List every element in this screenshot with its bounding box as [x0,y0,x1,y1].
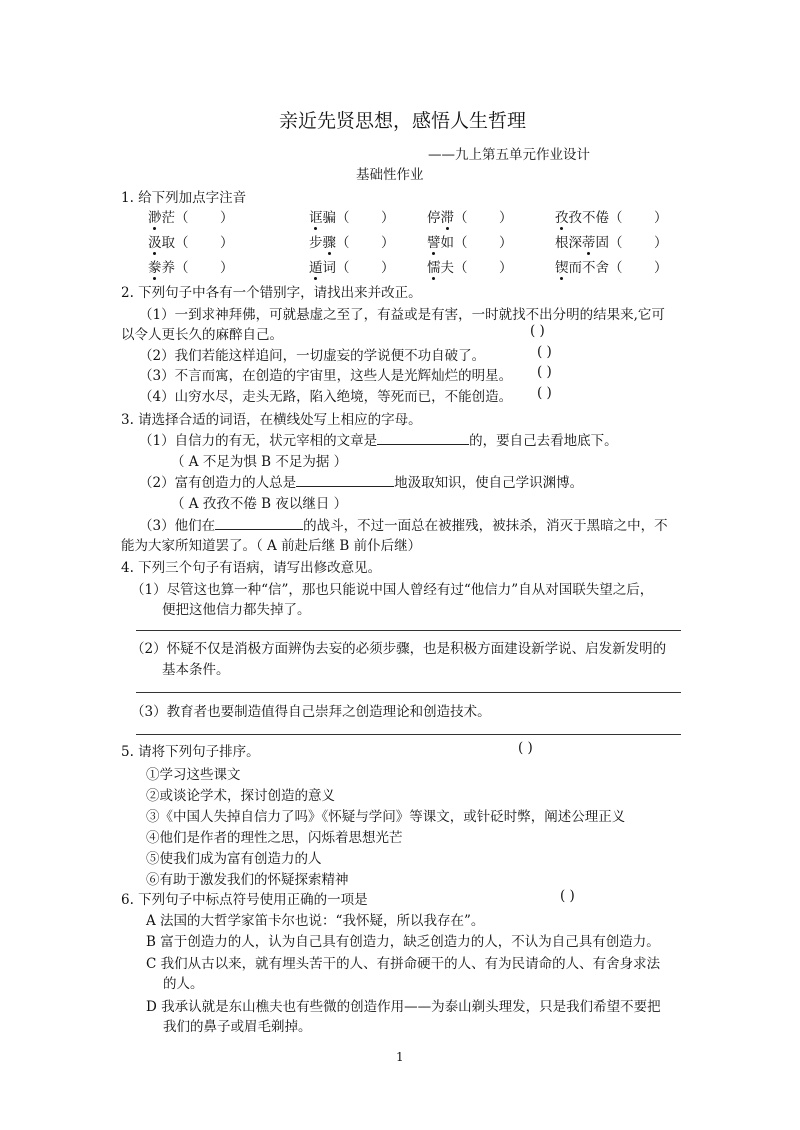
sentence-item: ⑤使我们成为富有创造力的人 [146,851,322,867]
page-number: 1 [396,1050,404,1064]
answer-line [136,630,681,631]
question-4-sentence-2: （2）怀疑不仅是消极方面辨伪去妄的必须步骤，也是积极方面建设新学说、启发新发明的 [131,641,667,657]
answer-parentheses: ( ) [537,385,552,401]
pinyin-item: 根深蒂固（ ） [555,235,668,251]
option-d-cont: 我们的鼻子或眉毛剃掉。 [163,1019,312,1035]
question-6-stem: 6. 下列句子中标点符号使用正确的一项是 [121,892,368,908]
pinyin-item: 遁词（ ） [309,260,395,276]
question-4-sentence-3: （3）教育者也要制造值得自己崇拜之创造理论和创造技术。 [131,704,491,720]
question-3-sentence-1: （1）自信力的有无，状元宰相的文章是 的，要自己去看地底下。 [139,429,618,449]
document-title: 亲近先贤思想，感悟人生哲理 [279,110,527,132]
question-5-stem: 5. 请将下列句子排序。 [121,744,260,760]
question-3-sentence-3: （3）他们在 的战斗，不过一面总在被摧残，被抹杀，消灭于黑暗之中，不 [139,514,668,534]
question-3-sentence-2: （2）富有创造力的人总是 地汲取知识，使自己学识渊博。 [139,471,583,491]
question-2-sentence-2: （2）我们若能这样追问，一切虚妄的学说便不功自破了。 [139,348,486,364]
question-2-sentence-1: （1）一到求神拜佛，可就悬虚之至了，有益或是有害，一时就找不出分明的结果来,它可 [139,307,665,323]
pinyin-item: 汲取（ ） [148,235,234,251]
sentence-item: ①学习这些课文 [146,767,241,783]
option-b: B 富于创造力的人，认为自己具有创造力，缺乏创造力的人，不认为自己具有创造力。 [146,934,660,950]
question-4-sentence-1-cont: 便把这他信力都失掉了。 [162,602,311,618]
fill-blank [296,472,394,487]
answer-parentheses: ( ) [537,344,552,360]
question-4-sentence-1: （1）尽管这也算一种“信”，那也只能说中国人曾经有过“他信力”自从对国联失望之后， [131,582,654,598]
question-2-stem: 2. 下列句子中各有一个错别字，请找出来并改正。 [121,285,422,301]
pinyin-item: 步骤（ ） [309,235,395,251]
option-c-cont: 的人。 [163,976,204,992]
section-heading: 基础性作业 [356,167,424,183]
pinyin-item: 孜孜不倦（ ） [555,210,668,226]
question-3-options-1: （ A 不足为惧 B 不足为据 ） [171,454,348,470]
sentence-item: ②或谈论学术，探讨创造的意义 [146,788,335,804]
pinyin-item: 豢养（ ） [148,260,234,276]
pinyin-item: 停滞（ ） [427,210,513,226]
pinyin-item: 锲而不舍（ ） [555,260,668,276]
fill-blank [215,515,303,530]
option-c: C 我们从古以来，就有埋头苦干的人、有拼命硬干的人、有为民请命的人、有舍身求法 [146,956,661,972]
question-4-sentence-2-cont: 基本条件。 [162,662,230,678]
sentence-item: ④他们是作者的理性之思，闪烁着思想光芒 [146,830,403,846]
answer-parentheses: ( ) [537,364,552,380]
document-subtitle: ——九上第五单元作业设计 [428,147,590,163]
answer-line [136,692,681,693]
question-2-sentence-4: （4）山穷水尽，走头无路，陷入绝境，等死而已，不能创造。 [139,389,513,405]
pinyin-item: 懦夫（ ） [427,260,513,276]
option-d: D 我承认就是东山樵夫也有些微的创造作用——为泰山剃头理发，只是我们希望不要把 [146,999,661,1015]
sentence-item: ⑥有助于激发我们的怀疑探索精神 [146,872,349,888]
question-2-sentence-3: （3）不言而寓，在创造的宇宙里，这些人是光辉灿烂的明星。 [139,368,513,384]
question-3-stem: 3. 请选择合适的词语，在横线处写上相应的字母。 [121,412,422,428]
answer-parentheses: ( ) [560,888,575,904]
answer-line [136,734,681,735]
answer-parentheses: ( ) [530,323,545,339]
question-4-stem: 4. 下列三个句子有语病，请写出修改意见。 [121,560,382,576]
option-a: A 法国的大哲学家笛卡尔也说：“我怀疑，所以我存在”。 [146,913,485,929]
question-3-options-2: （ A 孜孜不倦 B 夜以继日 ） [171,496,348,512]
pinyin-item: 诓骗（ ） [309,210,395,226]
question-3-sentence-3-cont: 能为大家所知道罢了。（ A 前赴后继 B 前仆后继） [121,538,422,554]
answer-parentheses: ( ) [518,740,533,756]
question-1-stem: 1. 给下列加点字注音 [121,190,247,206]
pinyin-item: 譬如（ ） [427,235,513,251]
pinyin-item: 渺茫（ ） [148,210,234,226]
fill-blank [377,430,469,445]
question-2-sentence-1-cont: 以令人更长久的麻醉自己。 [121,327,283,343]
sentence-item: ③《中国人失掉自信力了吗》《怀疑与学问》等课文，或针砭时弊，阐述公理正义 [146,809,626,825]
